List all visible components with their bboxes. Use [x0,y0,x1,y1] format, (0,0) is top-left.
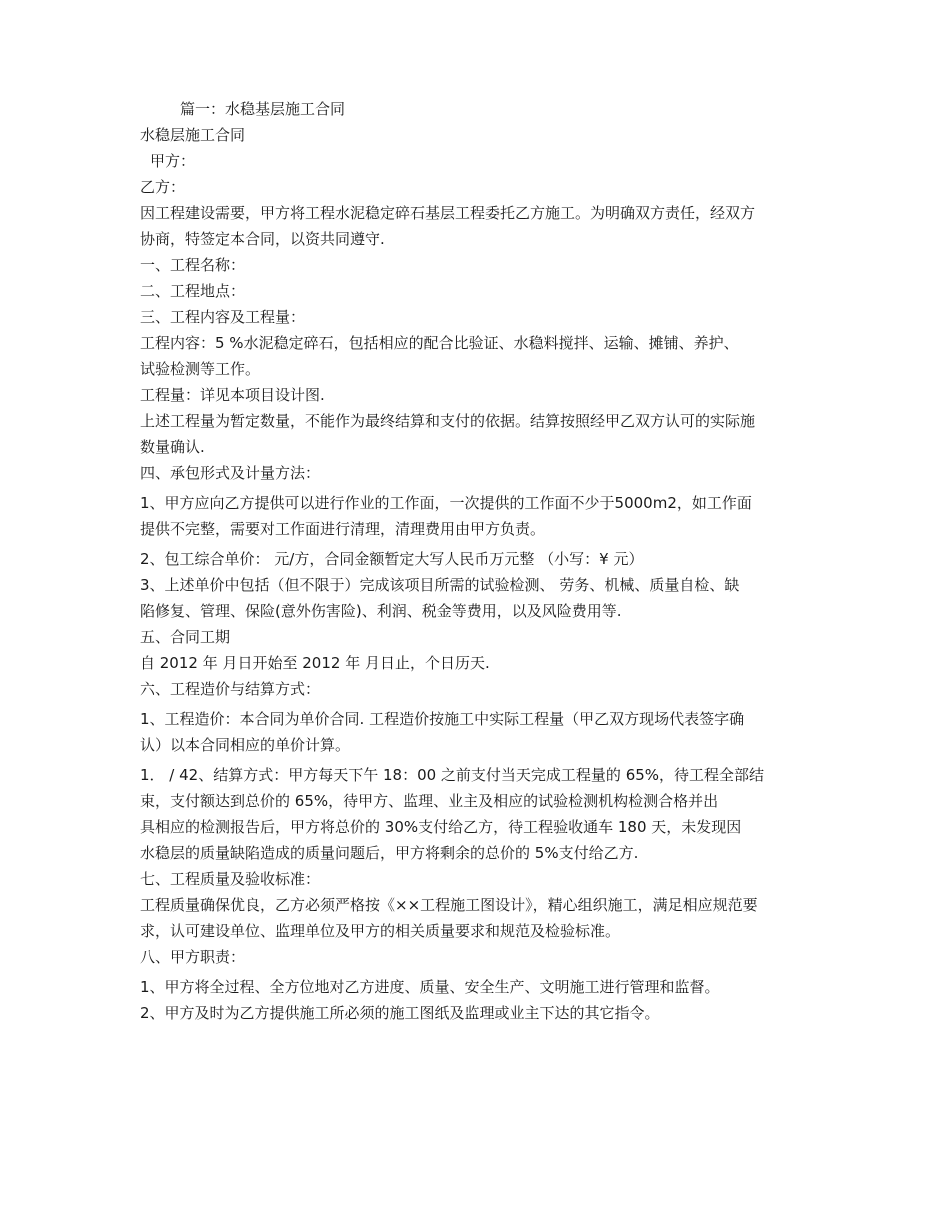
clause-line: 3、上述单价中包括（但不限于）完成该项目所需的试验检测、 劳务、机械、质量自检、缺 [140,576,740,594]
contract-subtitle: 水稳层施工合同 [140,126,246,144]
intro-line: 协商，特签定本合同，以资共同遵守. [140,230,385,248]
clause-4-3 [140,572,810,624]
clause-line: 提供不完整，需要对工作面进行清理，清理费用由甲方负责。 [140,520,546,538]
document-title: 篇一：水稳基层施工合同 [180,100,346,118]
period-line: 自 2012 年 月日开始至 2012 年 月日止，个日历天. [140,654,490,672]
work-content-paragraph [140,330,810,382]
document-page [140,96,810,1026]
content-line: 试验检测等工作。 [140,360,261,378]
clause-line: 1、工程造价：本合同为单价合同. 工程造价按施工中实际工程量（甲乙双方现场代表签字确 [140,710,745,728]
quantity-note-line: 数量确认. [140,438,205,456]
clause-line: 1． / 42、结算方式：甲方每天下午 18：00 之前支付当天完成工程量的 65%，待工程全部结 [140,766,765,784]
clause-line: 具相应的检测报告后，甲方将总价的 30%支付给乙方，待工程验收通车 180 天，未发现因 [140,818,742,836]
quantity-note-line: 上述工程量为暂定数量，不能作为最终结算和支付的依据。结算按照经甲乙双方认可的实际施 [140,412,756,430]
clause-8-1: 1、甲方将全过程、全方位地对乙方进度、质量、安全生产、文明施工进行管理和监督。 [140,978,720,996]
clause-line: 陷修复、管理、保险(意外伤害险)、利润、税金等费用，以及风险费用等. [140,602,622,620]
quality-line: 求，认可建设单位、监理单位及甲方的相关质量要求和规范及检验标准。 [140,922,621,940]
clause-8-2: 2、甲方及时为乙方提供施工所必须的施工图纸及监理或业主下达的其它指令。 [140,1004,660,1022]
section-heading-5: 五、合同工期 [140,628,231,646]
intro-line: 因工程建设需要，甲方将工程水泥稳定碎石基层工程委托乙方施工。为明确双方责任，经双方 [140,204,756,222]
section-heading-3: 三、工程内容及工程量： [140,308,306,326]
content-line: 工程内容：5 %水泥稳定碎石，包括相应的配合比验证、水稳料搅拌、运输、摊铺、养护、 [140,334,739,352]
section-heading-4: 四、承包形式及计量方法： [140,464,321,482]
section-heading-8: 八、甲方职责： [140,948,246,966]
clause-4-2: 2、包工综合单价： 元/方，合同金额暂定大写人民币万元整 （小写：¥ 元） [140,550,644,568]
quantity-line: 工程量：详见本项目设计图. [140,386,325,404]
party-b-line: 乙方： [140,178,186,196]
clause-line: 认）以本合同相应的单价计算。 [140,736,351,754]
clause-6-2 [140,762,810,866]
quantity-note-paragraph [140,408,810,460]
section-heading-6: 六、工程造价与结算方式： [140,680,321,698]
clause-line: 1、甲方应向乙方提供可以进行作业的工作面，一次提供的工作面不少于5000m2，如工作面 [140,494,752,512]
section-heading-1: 一、工程名称： [140,256,246,274]
quality-paragraph [140,892,810,944]
clause-line: 水稳层的质量缺陷造成的质量问题后，甲方将剩余的总价的 5%支付给乙方. [140,844,639,862]
intro-paragraph [140,200,810,252]
clause-line: 束，支付额达到总价的 65%，待甲方、监理、业主及相应的试验检测机构检测合格并出 [140,792,719,810]
section-heading-7: 七、工程质量及验收标准： [140,870,321,888]
section-heading-2: 二、工程地点： [140,282,246,300]
party-a-line: 甲方： [150,152,196,170]
clause-4-1 [140,490,810,542]
quality-line: 工程质量确保优良，乙方必须严格按《××工程施工图设计》，精心组织施工，满足相应规范要 [140,896,758,914]
clause-6-1 [140,706,810,758]
